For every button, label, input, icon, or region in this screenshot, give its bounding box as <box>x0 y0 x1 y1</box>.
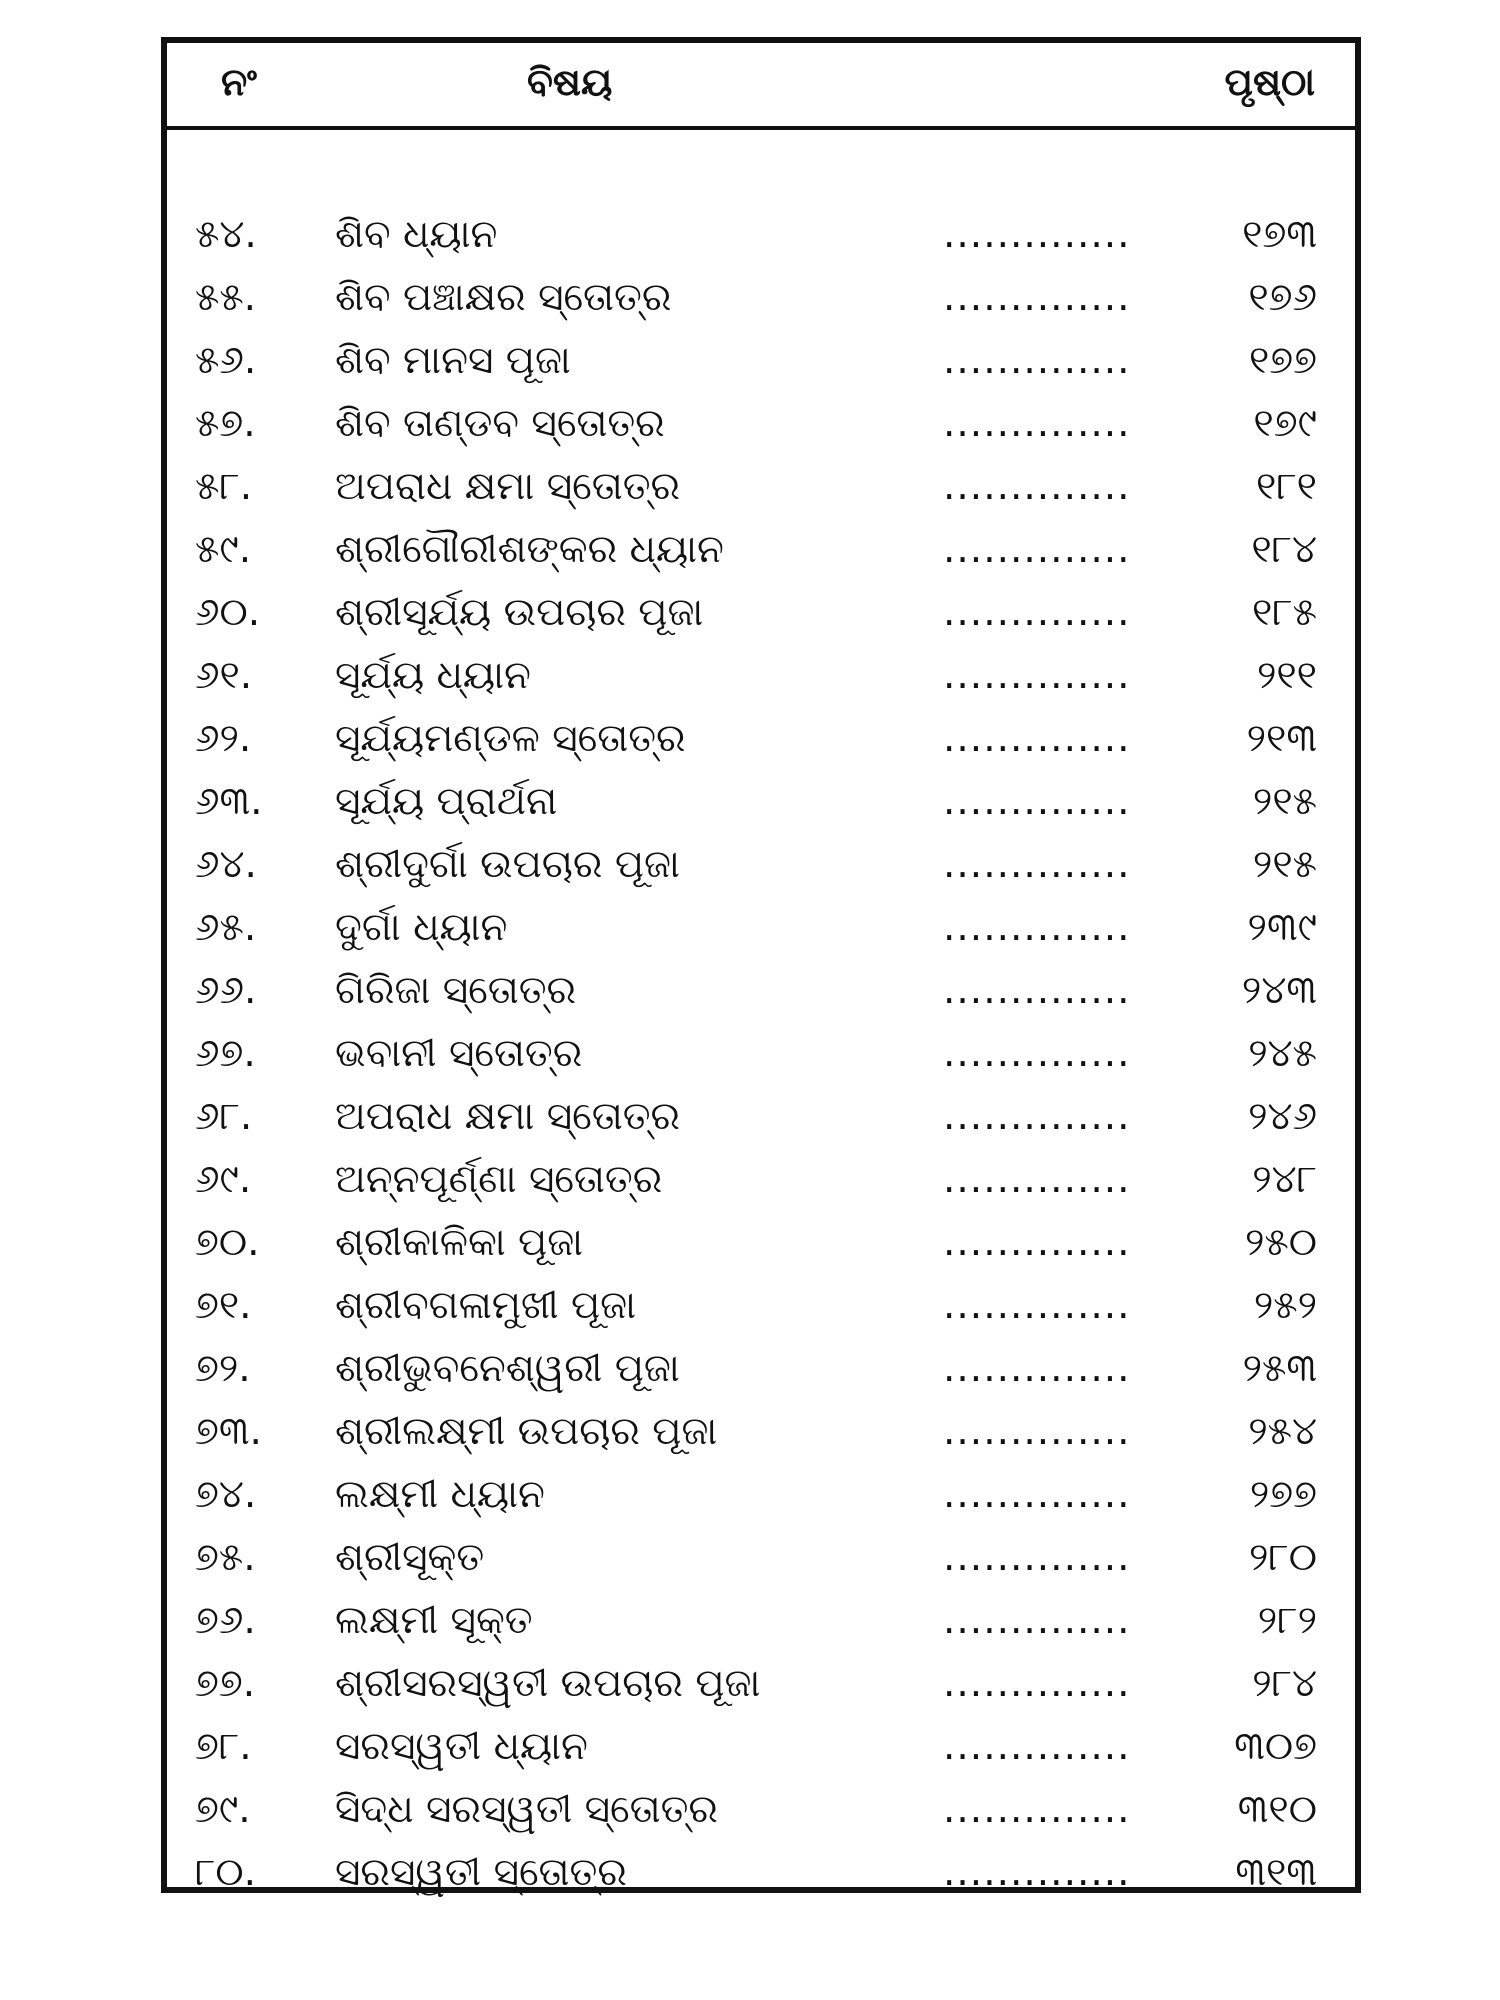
entry-subject: ଶ୍ରୀଭୁବନେଶ୍ୱରୀ ପୂଜା <box>335 1346 680 1391</box>
entry-page-number: ୨୮୨ <box>1257 1598 1317 1643</box>
entry-number: ୭୯. <box>195 1787 251 1832</box>
entry-subject: ଶ୍ରୀଲକ୍ଷ୍ମୀ ଉପଚାର ପୂଜା <box>335 1409 718 1454</box>
entry-number: ୬୮. <box>195 1094 253 1139</box>
contents-entry <box>167 1022 1355 1085</box>
entry-number: ୫୫. <box>195 275 257 320</box>
entry-subject: ଶ୍ରୀଗୌରୀଶଙ୍କର ଧ୍ୟାନ <box>335 527 724 572</box>
contents-entry <box>167 1715 1355 1778</box>
entry-leader-dots: .............. <box>943 1787 1131 1832</box>
entry-page-number: ୨୧୫ <box>1252 842 1317 887</box>
entry-leader-dots: .............. <box>943 464 1131 509</box>
entry-page-number: ୨୧୩ <box>1246 716 1317 761</box>
entry-subject: ଶ୍ରୀବଗଳାମୁଖୀ ପୂଜା <box>335 1283 636 1328</box>
contents-entry <box>167 1148 1355 1211</box>
entry-leader-dots: .............. <box>943 1850 1131 1895</box>
contents-entry <box>167 959 1355 1022</box>
contents-entry <box>167 1652 1355 1715</box>
entry-subject: ଶ୍ରୀସୂକ୍ତ <box>335 1535 485 1580</box>
entry-subject: ଅପରାଧ କ୍ଷମା ସ୍ତୋତ୍ର <box>335 464 681 509</box>
entry-subject: ଗିରିଜା ସ୍ତୋତ୍ର <box>335 968 577 1013</box>
entry-number: ୬୩. <box>195 779 263 824</box>
entry-number: ୮୦. <box>195 1850 256 1895</box>
contents-entry <box>167 770 1355 833</box>
entry-subject: ସିଦ୍ଧ ସରସ୍ୱତୀ ସ୍ତୋତ୍ର <box>335 1787 718 1832</box>
entry-leader-dots: .............. <box>943 1031 1131 1076</box>
entry-subject: ଶିବ ପଞ୍ଚାକ୍ଷର ସ୍ତୋତ୍ର <box>335 275 672 320</box>
entry-page-number: ୨୪୬ <box>1248 1094 1317 1139</box>
entry-number: ୫୬. <box>195 338 257 383</box>
entry-subject: ଲକ୍ଷ୍ମୀ ଧ୍ୟାନ <box>335 1472 545 1517</box>
entry-page-number: ୨୩୯ <box>1247 905 1317 950</box>
entry-leader-dots: .............. <box>943 653 1131 698</box>
entry-subject: ଶିବ ତାଣ୍ଡବ ସ୍ତୋତ୍ର <box>335 401 665 446</box>
entry-subject: ସୂର୍ଯ୍ୟ ଧ୍ୟାନ <box>335 653 531 698</box>
entry-subject: ଅନ୍ନପୂର୍ଣ୍ଣା ସ୍ତୋତ୍ର <box>335 1157 663 1202</box>
entry-number: ୬୨. <box>195 716 252 761</box>
entry-number: ୬୭. <box>195 1031 256 1076</box>
entry-number: ୬୪. <box>195 842 257 887</box>
entry-leader-dots: .............. <box>943 1598 1131 1643</box>
header-page: ପୃଷ୍ଠା <box>1224 60 1315 104</box>
entry-subject: ସୂର୍ଯ୍ୟ ପ୍ରାର୍ଥନା <box>335 779 558 824</box>
entry-number: ୭୩. <box>195 1409 262 1454</box>
contents-entry <box>167 707 1355 770</box>
entry-page-number: ୩୧୩ <box>1235 1850 1317 1895</box>
entry-leader-dots: .............. <box>943 968 1131 1013</box>
entry-leader-dots: .............. <box>943 1094 1131 1139</box>
entry-leader-dots: .............. <box>943 212 1131 257</box>
entry-number: ୭୪. <box>195 1472 257 1517</box>
entry-page-number: ୨୮୪ <box>1252 1661 1317 1706</box>
entry-page-number: ୨୭୭ <box>1249 1472 1317 1517</box>
entry-number: ୬୫. <box>195 905 257 950</box>
contents-entry <box>167 1589 1355 1652</box>
entry-leader-dots: .............. <box>943 1220 1131 1265</box>
entry-subject: ଶ୍ରୀକାଳିକା ପୂଜା <box>335 1220 584 1265</box>
header-subject: ବିଷୟ <box>527 60 613 104</box>
entry-leader-dots: .............. <box>943 1409 1131 1454</box>
entry-leader-dots: .............. <box>943 1535 1131 1580</box>
entry-subject: ଶ୍ରୀଦୁର୍ଗା ଉପଚାର ପୂଜା <box>335 842 680 887</box>
entry-leader-dots: .............. <box>943 779 1131 824</box>
entry-number: ୭୮. <box>195 1724 252 1769</box>
entry-number: ୬୦. <box>195 590 261 635</box>
contents-entry <box>167 518 1355 581</box>
entry-subject: ସରସ୍ୱତୀ ଧ୍ୟାନ <box>335 1724 588 1769</box>
entry-number: ୭୧. <box>195 1283 252 1328</box>
entry-page-number: ୨୫୪ <box>1248 1409 1317 1454</box>
entry-page-number: ୨୧୫ <box>1252 779 1317 824</box>
entry-leader-dots: .............. <box>943 401 1131 446</box>
entry-number: ୭୫. <box>195 1535 256 1580</box>
entry-number: ୭୬. <box>195 1598 256 1643</box>
entry-page-number: ୧୭୩ <box>1242 212 1317 257</box>
entry-page-number: ୨୪୩ <box>1241 968 1317 1013</box>
entry-number: ୬୯. <box>195 1157 252 1202</box>
entry-page-number: ୧୮୧ <box>1256 464 1317 509</box>
contents-list <box>167 203 1355 1904</box>
entry-number: ୬୧. <box>195 653 253 698</box>
contents-table <box>161 37 1361 1893</box>
entry-page-number: ୧୭୯ <box>1253 401 1317 446</box>
entry-number: ୫୭. <box>195 401 256 446</box>
header-number: ନଂ <box>221 60 257 104</box>
entry-subject: ଶିବ ଧ୍ୟାନ <box>335 212 498 257</box>
entry-leader-dots: .............. <box>943 842 1131 887</box>
entry-number: ୭୨. <box>195 1346 251 1391</box>
contents-entry <box>167 581 1355 644</box>
entry-leader-dots: .............. <box>943 716 1131 761</box>
entry-page-number: ୩୦୭ <box>1234 1724 1317 1769</box>
entry-number: ୫୯. <box>195 527 252 572</box>
entry-page-number: ୨୪୮ <box>1252 1157 1317 1202</box>
entry-subject: ଅପରାଧ କ୍ଷମା ସ୍ତୋତ୍ର <box>335 1094 681 1139</box>
contents-entry <box>167 1274 1355 1337</box>
table-header <box>167 43 1355 130</box>
entry-leader-dots: .............. <box>943 1283 1131 1328</box>
contents-entry <box>167 392 1355 455</box>
entry-number: ୫୮. <box>195 464 253 509</box>
contents-entry <box>167 1400 1355 1463</box>
entry-leader-dots: .............. <box>943 1157 1131 1202</box>
contents-entry <box>167 1841 1355 1904</box>
contents-entry <box>167 329 1355 392</box>
entry-page-number: ୨୫୩ <box>1242 1346 1317 1391</box>
entry-subject: ଶିବ ମାନସ ପୂଜା <box>335 338 571 383</box>
entry-subject: ଶ୍ରୀସରସ୍ୱତୀ ଉପଚାର ପୂଜା <box>335 1661 761 1706</box>
contents-entry <box>167 1211 1355 1274</box>
contents-entry <box>167 1337 1355 1400</box>
entry-number: ୭୦. <box>195 1220 260 1265</box>
entry-page-number: ୨୧୧ <box>1256 653 1317 698</box>
entry-page-number: ୧୮୫ <box>1251 590 1317 635</box>
entry-subject: ସରସ୍ୱତୀ ସ୍ତୋତ୍ର <box>335 1850 627 1895</box>
contents-entry <box>167 896 1355 959</box>
entry-page-number: ୨୮୦ <box>1248 1535 1317 1580</box>
contents-entry <box>167 1778 1355 1841</box>
entry-number: ୬୬. <box>195 968 257 1013</box>
entry-subject: ଭବାନୀ ସ୍ତୋତ୍ର <box>335 1031 583 1076</box>
entry-leader-dots: .............. <box>943 1661 1131 1706</box>
contents-entry <box>167 1085 1355 1148</box>
entry-page-number: ୨୪୫ <box>1248 1031 1317 1076</box>
entry-leader-dots: .............. <box>943 1472 1131 1517</box>
entry-subject: ଶ୍ରୀସୂର୍ଯ୍ୟ ଉପଚାର ପୂଜା <box>335 590 704 635</box>
entry-page-number: ୧୭୬ <box>1248 275 1317 320</box>
entry-leader-dots: .............. <box>943 527 1131 572</box>
entry-subject: ସୂର୍ଯ୍ୟମଣ୍ଡଳ ସ୍ତୋତ୍ର <box>335 716 686 761</box>
entry-page-number: ୨୫୨ <box>1253 1283 1317 1328</box>
contents-entry <box>167 455 1355 518</box>
entry-subject: ଦୁର୍ଗା ଧ୍ୟାନ <box>335 905 508 950</box>
contents-entry <box>167 1526 1355 1589</box>
entry-number: ୫୪. <box>195 212 257 257</box>
contents-entry <box>167 203 1355 266</box>
contents-entry <box>167 833 1355 896</box>
contents-entry <box>167 1463 1355 1526</box>
entry-leader-dots: .............. <box>943 275 1131 320</box>
entry-page-number: ୧୮୪ <box>1251 527 1317 572</box>
entry-page-number: ୧୭୭ <box>1248 338 1317 383</box>
entry-leader-dots: .............. <box>943 590 1131 635</box>
entry-leader-dots: .............. <box>943 905 1131 950</box>
entry-page-number: ୩୧୦ <box>1237 1787 1317 1832</box>
contents-entry <box>167 266 1355 329</box>
entry-subject: ଲକ୍ଷ୍ମୀ ସୂକ୍ତ <box>335 1598 533 1643</box>
entry-number: ୭୭. <box>195 1661 256 1706</box>
contents-entry <box>167 644 1355 707</box>
entry-leader-dots: .............. <box>943 338 1131 383</box>
entry-page-number: ୨୫୦ <box>1245 1220 1317 1265</box>
entry-leader-dots: .............. <box>943 1346 1131 1391</box>
entry-leader-dots: .............. <box>943 1724 1131 1769</box>
